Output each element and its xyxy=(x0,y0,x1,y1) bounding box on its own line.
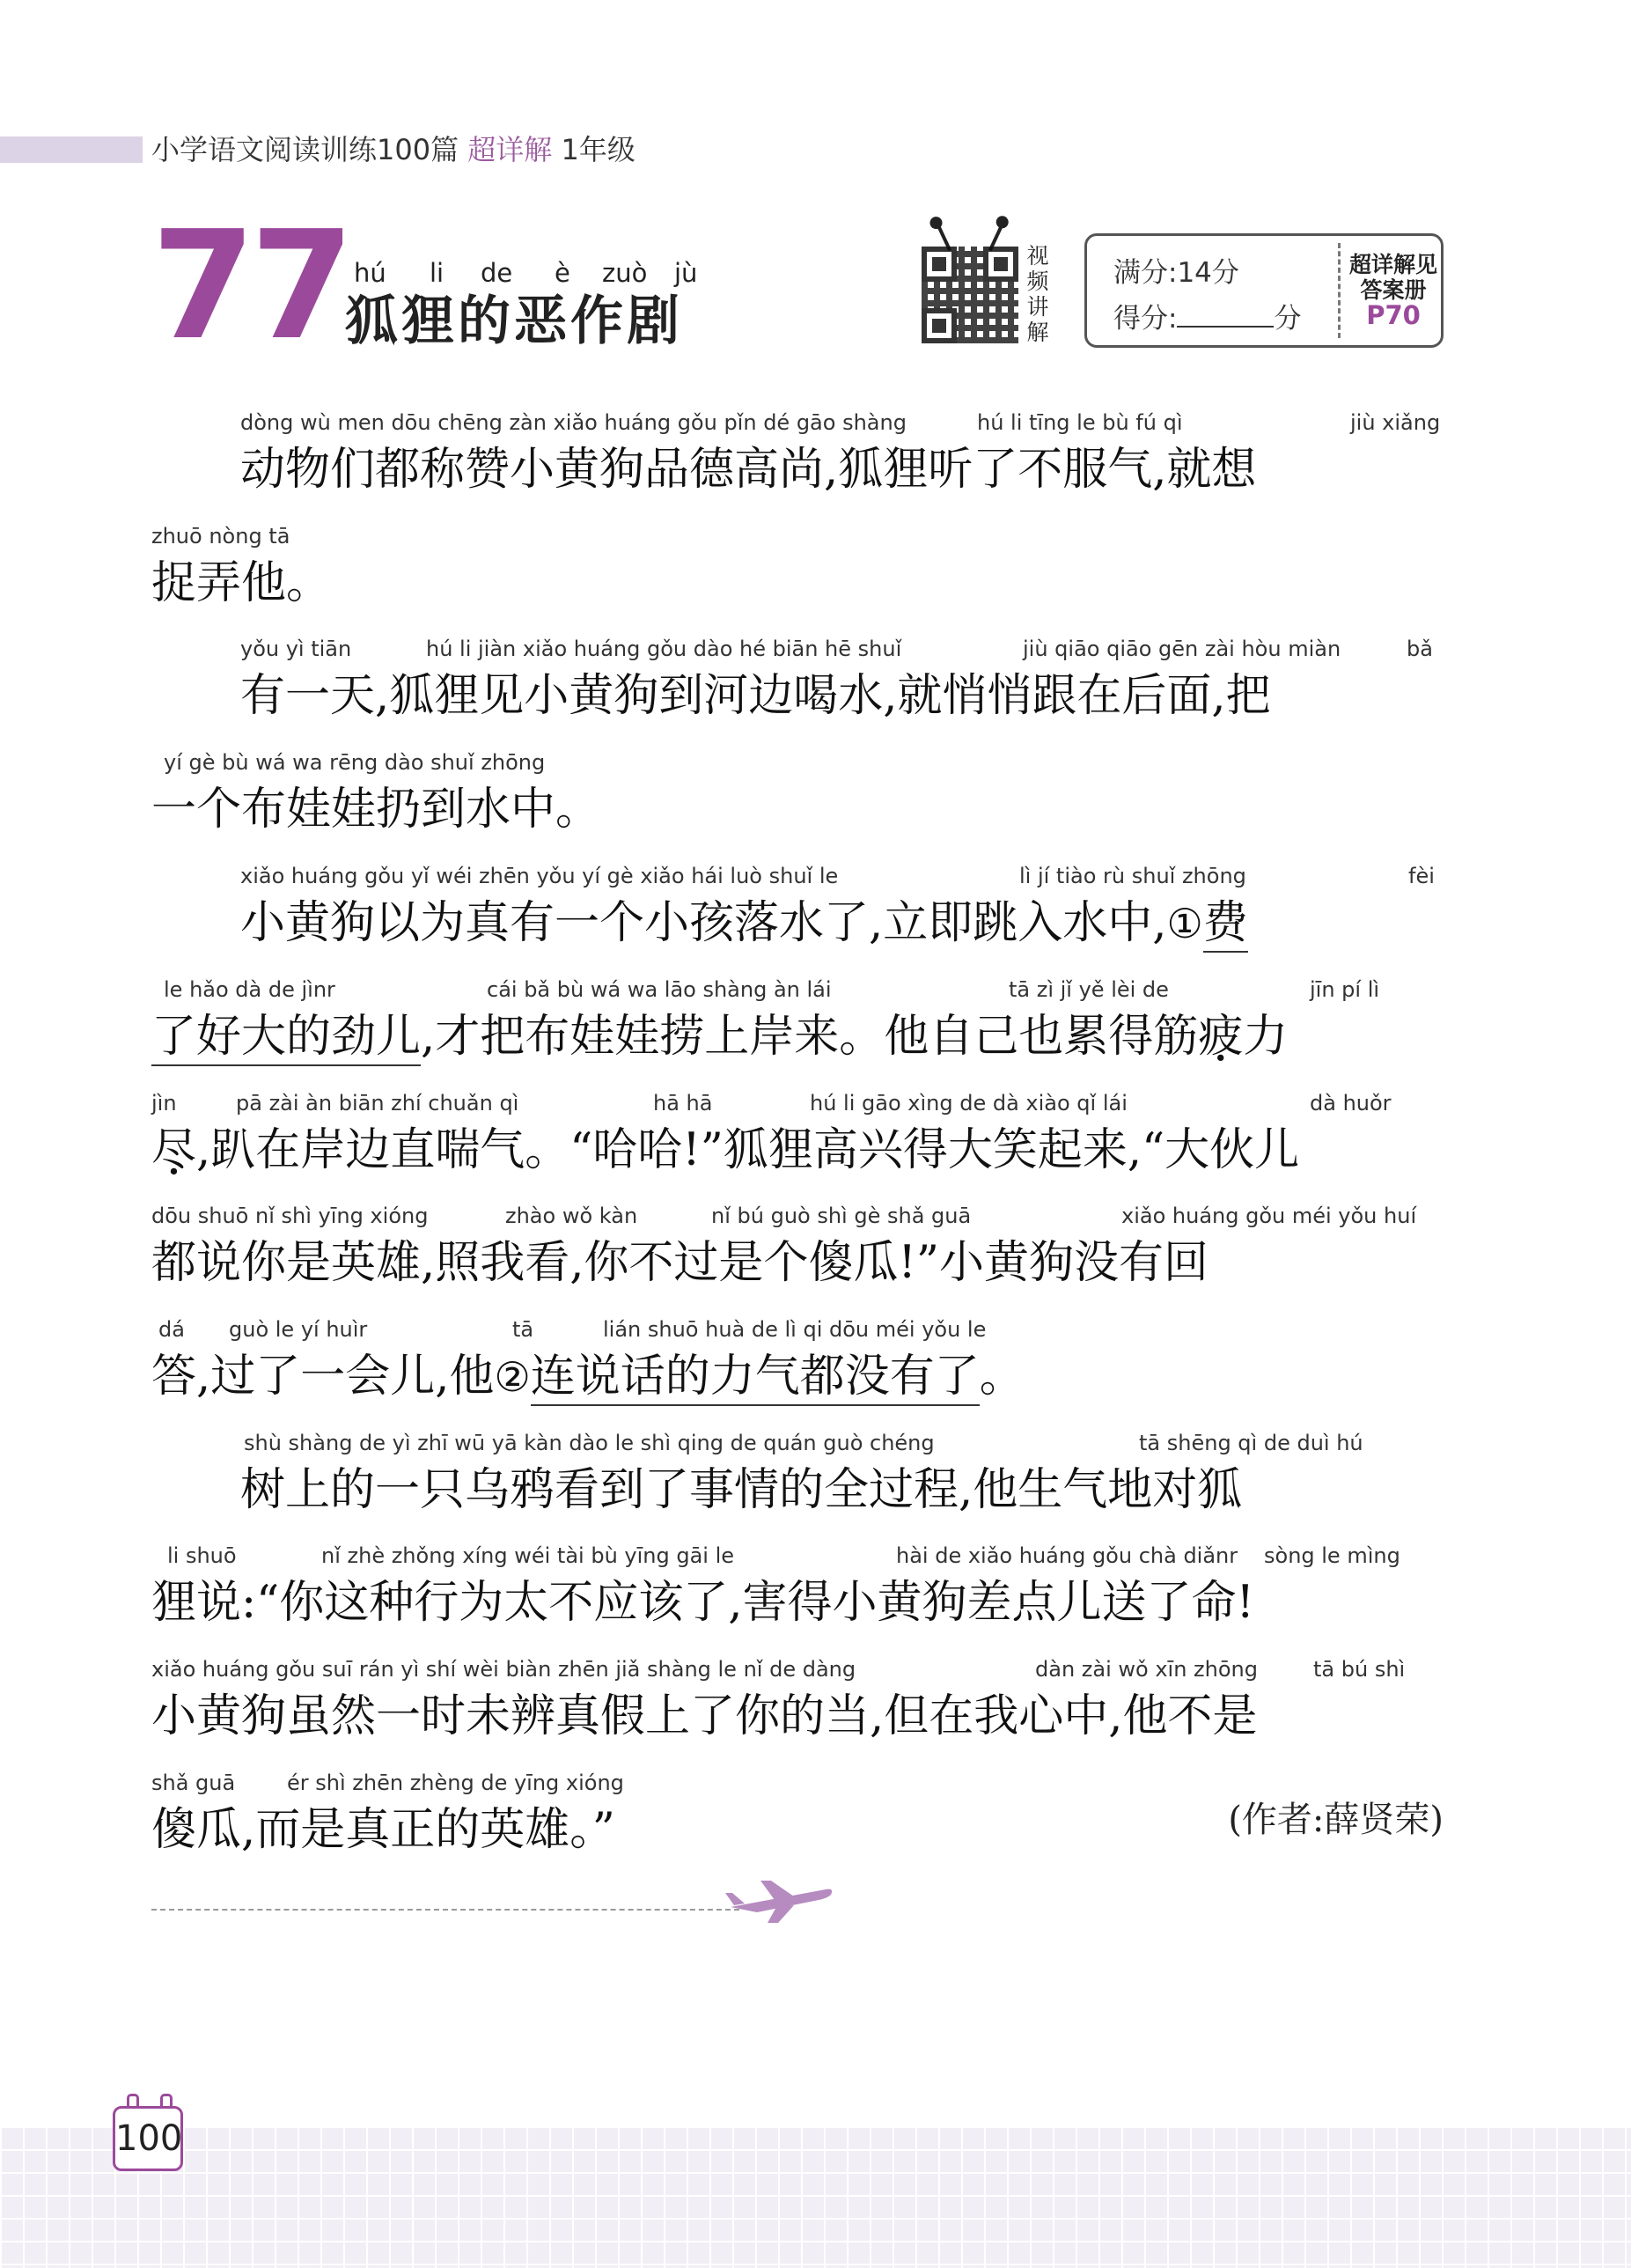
passage-text: 都说你是英雄,照我看,你不过是个傻瓜!”小黄狗没有回 xyxy=(151,1237,1209,1289)
qr-finder xyxy=(922,247,957,282)
score-box xyxy=(1084,233,1444,348)
pinyin-run: sòng le mìng xyxy=(1264,1543,1400,1568)
passage-line xyxy=(0,1653,1631,1759)
pinyin-run: yí gè bù wá wa rēng dào shuǐ zhōng xyxy=(164,750,546,775)
pinyin-run: zhào wǒ kàn xyxy=(505,1204,638,1228)
pinyin-run: dàn zài wǒ xīn zhōng xyxy=(1035,1657,1258,1682)
video-label-char: 视 xyxy=(1026,243,1049,269)
pinyin-run: fèi xyxy=(1408,864,1435,888)
score-fields xyxy=(1113,250,1301,342)
divider-dashed xyxy=(151,1909,739,1911)
question-marker-2: ② xyxy=(494,1353,531,1401)
passage-text-run: 答,过了一会儿,他 xyxy=(151,1351,495,1403)
title-pinyin-syllable: de xyxy=(481,258,513,288)
header-bar xyxy=(0,136,143,163)
qr-code-icon[interactable] xyxy=(922,247,1018,343)
video-label-char: 解 xyxy=(1026,320,1049,345)
pinyin-run: li shuō xyxy=(167,1543,237,1568)
passage-text-run: ,趴在岸边直喘气。“哈哈!”狐狸高兴得大笑起来,“大伙儿 xyxy=(196,1124,1300,1176)
pinyin-run: pā zài àn biān zhí chuǎn qì xyxy=(236,1091,519,1116)
got-score-unit: 分 xyxy=(1274,303,1302,335)
title-pinyin-syllable: jù xyxy=(674,258,698,288)
passage-line xyxy=(0,1087,1631,1193)
pinyin-run: jiù xiǎng xyxy=(1350,410,1441,435)
pinyin-run: jìn xyxy=(151,1091,177,1116)
pinyin-run: dòng wù men dōu chēng zàn xiǎo huáng gǒu pǐn dé gāo shàng xyxy=(240,410,907,435)
underlined-phrase: 费 xyxy=(1203,897,1248,953)
passage-text: 傻瓜,而是真正的英雄。” xyxy=(151,1804,615,1856)
answer-page: P70 xyxy=(1366,300,1421,330)
passage-text-run: 。 xyxy=(979,1351,1025,1403)
pinyin-run: zhuō nòng tā xyxy=(151,524,290,549)
title-pinyin-syllable: zuò xyxy=(602,258,648,288)
pinyin-run: bǎ xyxy=(1407,637,1433,661)
passage-text xyxy=(151,1120,1299,1182)
passage-text: 狸说:“你这种行为太不应该了,害得小黄狗差点儿送了命! xyxy=(151,1577,1254,1629)
passage-text: 动物们都称赞小黄狗品德高尚,狐狸听了不服气,就想 xyxy=(240,444,1257,496)
series-title: 小学语文阅读训练100篇 xyxy=(151,133,459,166)
pinyin-run: jīn pí lì xyxy=(1310,977,1380,1002)
pinyin-run: hú li tīng le bù fú qì xyxy=(977,410,1183,435)
pinyin-run: tā bú shì xyxy=(1313,1657,1406,1682)
pinyin-run: guò le yí huìr xyxy=(229,1317,368,1342)
series-grade: 1年级 xyxy=(561,133,636,166)
emphasized-chars: 筋疲力 xyxy=(1153,1011,1289,1063)
passage-text: 小黄狗虽然一时未辨真假上了你的当,但在我心中,他不是 xyxy=(151,1690,1258,1742)
qr-finder xyxy=(922,308,957,343)
full-score: 满分:14分 xyxy=(1113,257,1239,289)
author-credit: (作者:薛贤荣) xyxy=(1228,1800,1444,1840)
title-pinyin-syllable: li xyxy=(430,258,444,288)
passage-line xyxy=(0,407,1631,512)
pinyin-run: xiǎo huáng gǒu suī rán yì shí wèi biàn zhēn jiǎ shàng le nǐ de dàng xyxy=(151,1657,856,1682)
passage-text: 捉弄他。 xyxy=(151,557,332,609)
airplane-icon xyxy=(722,1874,836,1926)
lesson-number: 77 xyxy=(151,199,349,373)
passage-line xyxy=(0,1314,1631,1419)
underlined-phrase: 连说话的力气都没有了 xyxy=(531,1351,980,1406)
passage-line xyxy=(0,520,1631,626)
pinyin-run: shǎ guā xyxy=(151,1771,236,1795)
pinyin-run: nǐ bú guò shì gè shǎ guā xyxy=(711,1204,972,1228)
pinyin-run: jiù qiāo qiāo gēn zài hòu miàn xyxy=(1023,637,1341,661)
passage-text-run: 小黄狗以为真有一个小孩落水了,立即跳入水中, xyxy=(240,897,1167,949)
page-number: 100 xyxy=(113,2106,183,2171)
passage-text xyxy=(151,1006,1288,1068)
pinyin-run: shù shàng de yì zhī wū yā kàn dào le shì qing de quán guò chéng xyxy=(244,1431,935,1455)
underlined-phrase: 了好大的劲儿 xyxy=(151,1011,421,1066)
pinyin-run: xiǎo huáng gǒu yǐ wéi zhēn yǒu yí gè xiǎo hái luò shuǐ le xyxy=(240,864,839,888)
pinyin-run: xiǎo huáng gǒu méi yǒu huí xyxy=(1121,1204,1417,1228)
passage-text-run: ,才把布娃娃捞上岸来。他自己也累得 xyxy=(421,1011,1154,1063)
video-label-char: 讲 xyxy=(1026,294,1049,320)
passage-line xyxy=(0,747,1631,852)
pinyin-run: tā shēng qì de duì hú xyxy=(1139,1431,1363,1455)
answer-ref xyxy=(1344,252,1443,328)
lesson-title: 狐狸的恶作剧 xyxy=(345,291,683,352)
passage-line xyxy=(0,1427,1631,1533)
pinyin-run: nǐ zhè zhǒng xíng wéi tài bù yīng gāi le xyxy=(321,1543,735,1568)
video-explain-label xyxy=(1023,243,1053,345)
passage-text: 一个布娃娃扔到水中。 xyxy=(151,784,601,836)
passage-text xyxy=(240,893,1248,954)
pinyin-run: tā xyxy=(512,1317,534,1342)
score-blank[interactable] xyxy=(1177,303,1274,328)
pinyin-run: cái bǎ bù wá wa lāo shàng àn lái xyxy=(487,977,832,1002)
pinyin-run: hài de xiǎo huáng gǒu chà diǎnr xyxy=(896,1543,1238,1568)
pinyin-run: dà huǒr xyxy=(1310,1091,1392,1116)
pinyin-run: ér shì zhēn zhèng de yīng xióng xyxy=(287,1771,624,1795)
emphasized-chars: 尽 xyxy=(151,1124,197,1176)
pinyin-run: tā zì jǐ yě lèi de xyxy=(1009,977,1169,1002)
answer-ref-line2: 答案册 xyxy=(1360,277,1427,303)
question-marker-1: ① xyxy=(1166,900,1203,947)
passage-line xyxy=(0,974,1631,1079)
pinyin-run: yǒu yì tiān xyxy=(240,637,352,661)
passage-text xyxy=(151,1346,1025,1408)
got-score-label: 得分: xyxy=(1113,303,1178,335)
pinyin-run: le hǎo dà de jìnr xyxy=(164,977,335,1002)
title-pinyin-syllable: hú xyxy=(354,258,386,288)
passage-line xyxy=(0,633,1631,739)
series-header xyxy=(151,132,636,167)
page-number-badge xyxy=(113,2094,187,2175)
pinyin-run: lián shuō huà de lì qi dōu méi yǒu le xyxy=(603,1317,987,1342)
passage-text: 树上的一只乌鸦看到了事情的全过程,他生气地对狐 xyxy=(240,1464,1243,1516)
video-label-char: 频 xyxy=(1026,269,1049,294)
pinyin-run: dōu shuō nǐ shì yīng xióng xyxy=(151,1204,429,1228)
got-score-row xyxy=(1113,296,1301,342)
pinyin-run: hā hā xyxy=(653,1091,713,1116)
pinyin-run: hú li gāo xìng de dà xiào qǐ lái xyxy=(810,1091,1128,1116)
pinyin-run: lì jí tiào rù shuǐ zhōng xyxy=(1019,864,1246,888)
score-divider xyxy=(1338,243,1341,338)
passage-line xyxy=(0,860,1631,966)
pinyin-run: hú li jiàn xiǎo huáng gǒu dào hé biān hē shuǐ xyxy=(426,637,902,661)
passage-line xyxy=(0,1200,1631,1306)
qr-finder xyxy=(983,247,1018,282)
pinyin-run: dá xyxy=(158,1317,185,1342)
answer-ref-line1: 超详解见 xyxy=(1348,252,1437,277)
title-pinyin-syllable: è xyxy=(555,258,570,288)
footer-grid-band xyxy=(0,2126,1631,2268)
passage-line xyxy=(0,1540,1631,1646)
series-accent: 超详解 xyxy=(467,133,553,166)
passage-text: 有一天,狐狸见小黄狗到河边喝水,就悄悄跟在后面,把 xyxy=(240,670,1271,722)
